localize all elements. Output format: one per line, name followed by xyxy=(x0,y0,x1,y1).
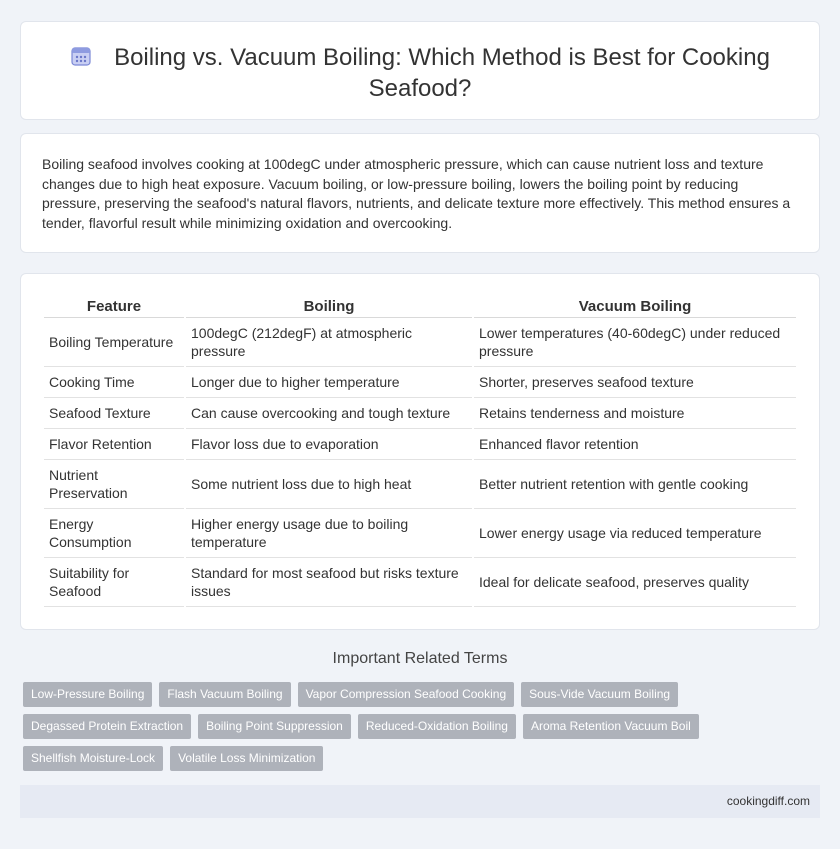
boiling-cell: Can cause overcooking and tough texture xyxy=(186,398,472,429)
boiling-cell: 100degC (212degF) at atmospheric pressure xyxy=(186,318,472,367)
table-row xyxy=(44,398,796,429)
page-title: Boiling vs. Vacuum Boiling: Which Method is Best for Cooking Seafood? xyxy=(114,44,770,102)
comparison-table xyxy=(42,296,798,607)
feature-cell: Energy Consumption xyxy=(44,509,184,558)
table-row xyxy=(44,367,796,398)
vacuum-boiling-cell: Shorter, preserves seafood texture xyxy=(474,367,796,398)
boiling-cell: Standard for most seafood but risks texture issues xyxy=(186,558,472,607)
table-row xyxy=(44,429,796,460)
related-terms-list xyxy=(23,682,823,771)
feature-cell: Suitability for Seafood xyxy=(44,558,184,607)
feature-cell: Nutrient Preservation xyxy=(44,460,184,509)
intro-card xyxy=(20,133,820,253)
related-terms-heading: Important Related Terms xyxy=(332,650,508,667)
table-row xyxy=(44,318,796,367)
boiling-cell: Flavor loss due to evaporation xyxy=(186,429,472,460)
feature-cell: Boiling Temperature xyxy=(44,318,184,367)
related-term-tag[interactable]: Reduced-Oxidation Boiling xyxy=(358,714,516,739)
vacuum-boiling-cell: Enhanced flavor retention xyxy=(474,429,796,460)
vacuum-boiling-cell: Retains tenderness and moisture xyxy=(474,398,796,429)
boiling-cell: Longer due to higher temperature xyxy=(186,367,472,398)
related-term-tag[interactable]: Boiling Point Suppression xyxy=(198,714,351,739)
boiling-cell: Higher energy usage due to boiling temperature xyxy=(186,509,472,558)
feature-cell: Seafood Texture xyxy=(44,398,184,429)
table-row xyxy=(44,460,796,509)
intro-paragraph: Boiling seafood involves cooking at 100degC under atmospheric pressure, which can cause nutrient loss and texture changes due to high heat exposure. Vacuum boiling, or low-pressure boiling, lowers the boiling point by reducing pressure, preserving the seafood's natural flavors, nutrients, and delicate texture more effectively. This method ensures a tender, flavorful result while minimizing oxidation and overcooking. xyxy=(42,156,791,231)
related-term-tag[interactable]: Low-Pressure Boiling xyxy=(23,682,152,707)
calendar-icon xyxy=(70,45,92,67)
table-header-row xyxy=(44,296,796,318)
header-vacuum-boiling: Vacuum Boiling xyxy=(474,296,796,318)
related-term-tag[interactable]: Sous-Vide Vacuum Boiling xyxy=(521,682,678,707)
table-row xyxy=(44,509,796,558)
comparison-card xyxy=(20,273,820,630)
vacuum-boiling-cell: Ideal for delicate seafood, preserves quality xyxy=(474,558,796,607)
related-term-tag[interactable]: Vapor Compression Seafood Cooking xyxy=(298,682,515,707)
footer-site-link[interactable]: cookingdiff.com xyxy=(726,794,810,808)
feature-cell: Flavor Retention xyxy=(44,429,184,460)
vacuum-boiling-cell: Lower energy usage via reduced temperature xyxy=(474,509,796,558)
related-term-tag[interactable]: Flash Vacuum Boiling xyxy=(159,682,290,707)
vacuum-boiling-cell: Better nutrient retention with gentle cooking xyxy=(474,460,796,509)
related-term-tag[interactable]: Shellfish Moisture-Lock xyxy=(23,746,163,771)
footer xyxy=(20,785,820,818)
title-card xyxy=(20,21,820,120)
related-term-tag[interactable]: Aroma Retention Vacuum Boil xyxy=(523,714,699,739)
page-title-wrap xyxy=(61,42,779,104)
related-term-tag[interactable]: Degassed Protein Extraction xyxy=(23,714,191,739)
boiling-cell: Some nutrient loss due to high heat xyxy=(186,460,472,509)
table-row xyxy=(44,558,796,607)
related-term-tag[interactable]: Volatile Loss Minimization xyxy=(170,746,323,771)
vacuum-boiling-cell: Lower temperatures (40-60degC) under reduced pressure xyxy=(474,318,796,367)
header-boiling: Boiling xyxy=(186,296,472,318)
header-feature: Feature xyxy=(44,296,184,318)
feature-cell: Cooking Time xyxy=(44,367,184,398)
